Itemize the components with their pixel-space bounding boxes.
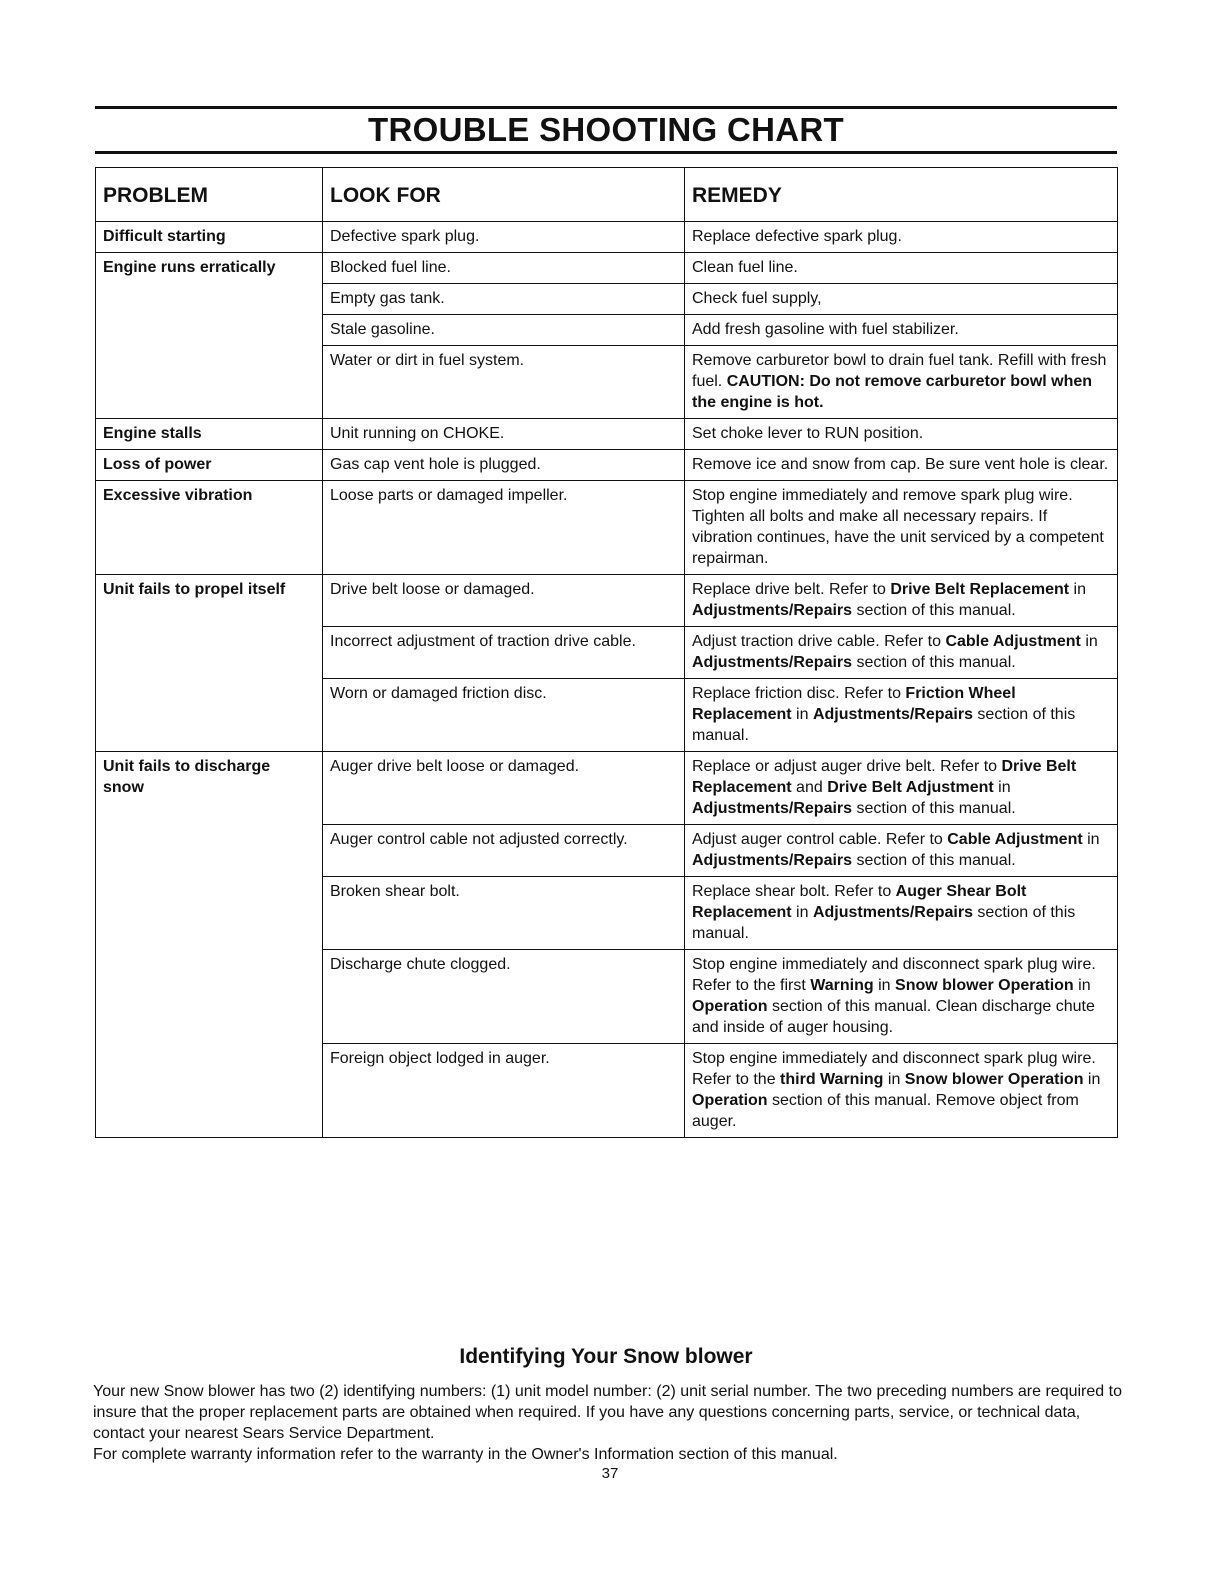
look-for-cell: Stale gasoline. <box>323 315 685 346</box>
identifying-paragraph-1: Your new Snow blower has two (2) identifying numbers: (1) unit model number: (2) unit serial number. The two preceding numbers are required to insure that the proper replacement parts are obtained when required. If you have any questions concerning parts, service, or technical data, contact your nearest Sears Service Department. <box>93 1383 1122 1442</box>
remedy-cell <box>685 450 1118 481</box>
problem-cell: Excessive vibration <box>96 481 323 575</box>
problem-cell <box>96 679 323 752</box>
look-for-cell: Auger drive belt loose or damaged. <box>323 752 685 825</box>
remedy-emphasis: Cable Adjustment <box>947 831 1083 848</box>
remedy-text: Replace or adjust auger drive belt. Refer to <box>692 758 1002 775</box>
remedy-text: in <box>1069 581 1086 598</box>
remedy-text: Stop engine immediately and remove spark plug wire. Tighten all bolts and make all necessary repairs. If vibration continues, have the unit serviced by a competent repairman. <box>692 487 1104 567</box>
remedy-text: section of this manual. <box>692 706 1076 744</box>
problem-cell: Engine runs erratically <box>96 253 323 284</box>
remedy-text: Adjust traction drive cable. Refer to <box>692 633 946 650</box>
remedy-text: Remove ice and snow from cap. Be sure vent hole is clear. <box>692 456 1109 473</box>
problem-cell <box>96 284 323 315</box>
remedy-text: Replace defective spark plug. <box>692 228 902 245</box>
remedy-text: Replace shear bolt. Refer to <box>692 883 896 900</box>
remedy-text: Adjust auger control cable. Refer to <box>692 831 948 848</box>
look-for-cell: Loose parts or damaged impeller. <box>323 481 685 575</box>
page-title: TROUBLE SHOOTING CHART <box>368 111 844 148</box>
remedy-emphasis: Adjustments/Repairs <box>692 800 853 817</box>
remedy-text: and <box>791 779 828 796</box>
remedy-text: section of this manual. Clean discharge chute and inside of auger housing. <box>692 998 1095 1036</box>
remedy-emphasis: Auger Shear Bolt Replacement <box>692 883 1027 921</box>
look-for-cell: Empty gas tank. <box>323 284 685 315</box>
remedy-emphasis: Adjustments/Repairs <box>812 904 973 921</box>
remedy-text: section of this manual. <box>852 602 1016 619</box>
remedy-text: section of this manual. <box>692 904 1076 942</box>
remedy-cell <box>685 284 1118 315</box>
remedy-emphasis: Adjustments/Repairs <box>692 602 853 619</box>
remedy-emphasis: CAUTION: Do not remove carburetor bowl when the engine is hot. <box>692 373 1093 411</box>
table-row <box>96 752 1118 825</box>
look-for-cell: Drive belt loose or damaged. <box>323 575 685 627</box>
look-for-cell: Broken shear bolt. <box>323 877 685 950</box>
table-row <box>96 1044 1118 1138</box>
look-for-cell: Water or dirt in fuel system. <box>323 346 685 419</box>
table-row <box>96 222 1118 253</box>
problem-cell: Difficult starting <box>96 222 323 253</box>
table-row <box>96 877 1118 950</box>
remedy-cell <box>685 253 1118 284</box>
remedy-cell <box>685 346 1118 419</box>
table-row <box>96 284 1118 315</box>
table-header-row <box>96 168 1118 222</box>
remedy-text: in <box>1082 831 1100 848</box>
problem-cell <box>96 825 323 877</box>
remedy-text: section of this manual. <box>852 852 1016 869</box>
remedy-emphasis: Snow blower Operation <box>904 1071 1084 1088</box>
remedy-cell <box>685 481 1118 575</box>
remedy-text: section of this manual. <box>852 654 1016 671</box>
table-row <box>96 315 1118 346</box>
remedy-text: Set choke lever to RUN position. <box>692 425 924 442</box>
troubleshooting-table <box>95 167 1118 1138</box>
remedy-text: Check fuel supply, <box>692 290 822 307</box>
title-rule-top <box>95 106 1117 109</box>
problem-cell: Unit fails to propel itself <box>96 575 323 627</box>
look-for-cell: Defective spark plug. <box>323 222 685 253</box>
problem-cell <box>96 346 323 419</box>
page-number: 37 <box>601 1465 619 1482</box>
remedy-text: in <box>791 904 813 921</box>
remedy-text: Stop engine immediately and disconnect spark plug wire. Refer to the first <box>692 956 1096 994</box>
remedy-text: Add fresh gasoline with fuel stabilizer. <box>692 321 959 338</box>
remedy-emphasis: Drive Belt Replacement <box>692 758 1077 796</box>
identifying-paragraph-2: For complete warranty information refer to the warranty in the Owner's Information section of this manual. <box>93 1446 838 1463</box>
identifying-text <box>93 1381 1123 1465</box>
table-row <box>96 825 1118 877</box>
look-for-cell: Foreign object lodged in auger. <box>323 1044 685 1138</box>
table-row <box>96 950 1118 1044</box>
remedy-cell <box>685 825 1118 877</box>
remedy-emphasis: Cable Adjustment <box>945 633 1081 650</box>
look-for-cell: Worn or damaged friction disc. <box>323 679 685 752</box>
remedy-text: in <box>883 1071 905 1088</box>
remedy-text: section of this manual. <box>852 800 1016 817</box>
remedy-text: section of this manual. Remove object from auger. <box>692 1092 1079 1130</box>
table-row <box>96 575 1118 627</box>
remedy-emphasis: Drive Belt Adjustment <box>827 779 994 796</box>
remedy-text: Replace drive belt. Refer to <box>692 581 891 598</box>
remedy-cell <box>685 222 1118 253</box>
remedy-text: Replace friction disc. Refer to <box>692 685 906 702</box>
look-for-cell: Auger control cable not adjusted correctly. <box>323 825 685 877</box>
table-row <box>96 346 1118 419</box>
remedy-cell <box>685 575 1118 627</box>
remedy-cell <box>685 627 1118 679</box>
remedy-cell <box>685 752 1118 825</box>
remedy-emphasis: Drive Belt Replacement <box>890 581 1070 598</box>
table-row <box>96 419 1118 450</box>
look-for-cell: Discharge chute clogged. <box>323 950 685 1044</box>
problem-cell <box>96 1044 323 1138</box>
title-rule-bottom <box>95 151 1117 154</box>
identifying-heading: Identifying Your Snow blower <box>459 1345 753 1368</box>
remedy-emphasis: Adjustments/Repairs <box>692 654 853 671</box>
remedy-emphasis: Adjustments/Repairs <box>692 852 853 869</box>
remedy-cell <box>685 679 1118 752</box>
problem-cell: Unit fails to discharge snow <box>96 752 323 825</box>
remedy-text: in <box>791 706 813 723</box>
remedy-text: in <box>1083 1071 1101 1088</box>
remedy-emphasis: third Warning <box>780 1071 884 1088</box>
table-row <box>96 679 1118 752</box>
problem-cell <box>96 950 323 1044</box>
problem-cell: Engine stalls <box>96 419 323 450</box>
remedy-text: Stop engine immediately and disconnect spark plug wire. Refer to the <box>692 1050 1096 1088</box>
table-row <box>96 627 1118 679</box>
remedy-text: Remove carburetor bowl to drain fuel tank. Refill with fresh fuel. <box>692 352 1107 390</box>
remedy-emphasis: Warning <box>810 977 874 994</box>
problem-cell <box>96 315 323 346</box>
remedy-emphasis: Friction Wheel Replacement <box>692 685 1016 723</box>
remedy-cell <box>685 315 1118 346</box>
remedy-emphasis: Operation <box>692 998 768 1015</box>
remedy-cell <box>685 877 1118 950</box>
remedy-text: Clean fuel line. <box>692 259 798 276</box>
table-body <box>96 222 1118 1138</box>
problem-cell <box>96 627 323 679</box>
look-for-cell: Unit running on CHOKE. <box>323 419 685 450</box>
remedy-cell <box>685 950 1118 1044</box>
remedy-text: in <box>1073 977 1091 994</box>
look-for-cell: Blocked fuel line. <box>323 253 685 284</box>
header-look-for: LOOK FOR <box>323 168 685 222</box>
remedy-cell <box>685 419 1118 450</box>
table-row <box>96 481 1118 575</box>
table-row <box>96 253 1118 284</box>
remedy-text: in <box>1080 633 1098 650</box>
table-row <box>96 450 1118 481</box>
header-problem: PROBLEM <box>96 168 323 222</box>
problem-cell <box>96 877 323 950</box>
remedy-text: in <box>993 779 1011 796</box>
remedy-text: in <box>873 977 896 994</box>
remedy-emphasis: Snow blower Operation <box>895 977 1074 994</box>
remedy-emphasis: Operation <box>692 1092 768 1109</box>
look-for-cell: Gas cap vent hole is plugged. <box>323 450 685 481</box>
header-remedy: REMEDY <box>685 168 1118 222</box>
remedy-cell <box>685 1044 1118 1138</box>
remedy-emphasis: Adjustments/Repairs <box>812 706 973 723</box>
problem-cell: Loss of power <box>96 450 323 481</box>
look-for-cell: Incorrect adjustment of traction drive cable. <box>323 627 685 679</box>
